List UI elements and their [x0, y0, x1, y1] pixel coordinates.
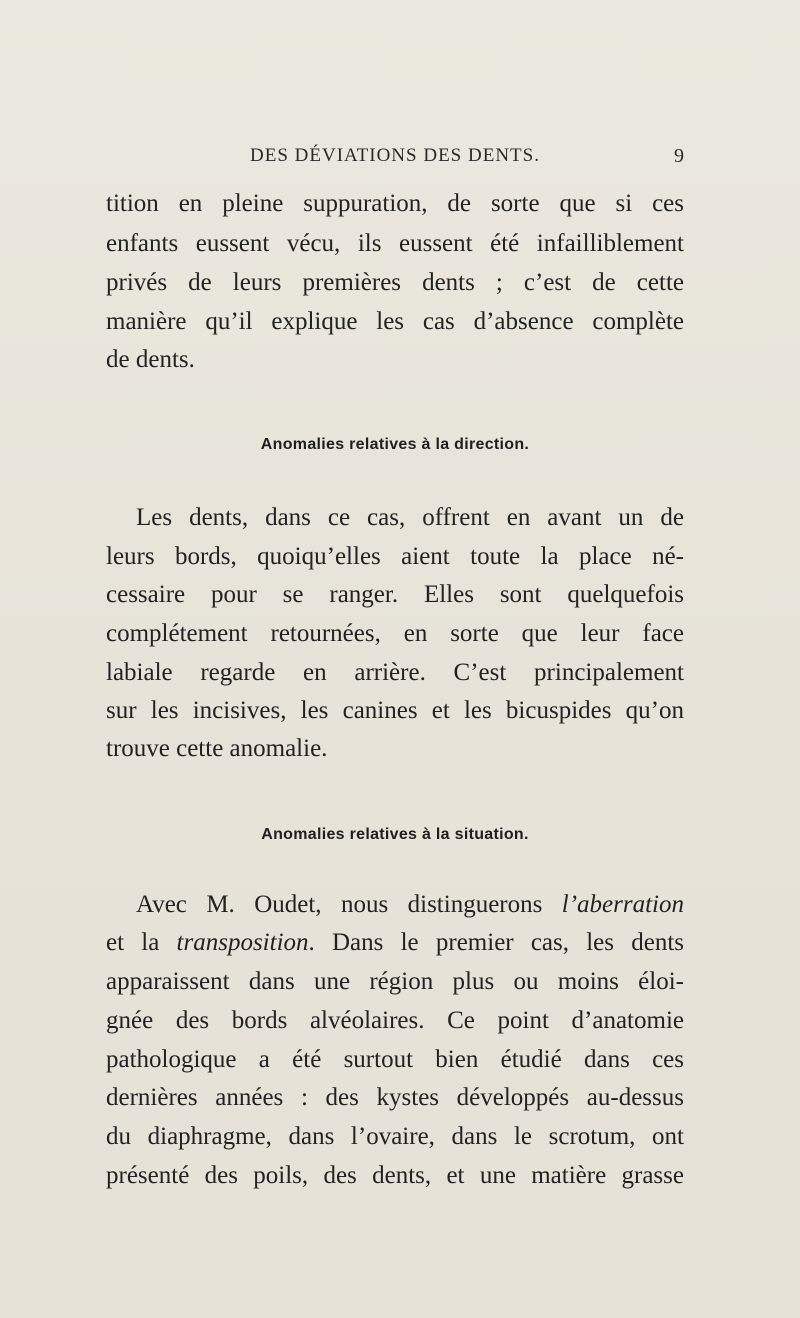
text-line: privés de leurs premières dents ; c’est de cette [106, 269, 684, 296]
italic-term: transposition [176, 929, 309, 956]
text-line: Les dents, dans ce cas, offrent en avant un de [136, 504, 684, 531]
text-line: présenté des poils, des dents, et une matière grasse [106, 1162, 684, 1189]
page-header [106, 143, 684, 173]
section-heading: Anomalies relatives à la situation. [261, 826, 529, 843]
text-line: sur les incisives, les canines et les bicuspides qu’on [106, 697, 684, 724]
text-line: dernières années : des kystes développés au-dessus [106, 1084, 684, 1111]
text-line [106, 928, 684, 958]
text-line: de dents. [106, 346, 195, 373]
text-line: labiale regarde en arrière. C’est principalement [106, 659, 684, 686]
text-line: complétement retournées, en sorte que leur face [106, 620, 684, 647]
text-line: pathologique a été surtout bien étudié dans ces [106, 1046, 684, 1073]
text-line: gnée des bords alvéolaires. Ce point d’anatomie [106, 1007, 684, 1034]
running-head: DES DÉVIATIONS DES DENTS. [250, 145, 540, 166]
text-line: leurs bords, quoiqu’elles aient toute la place né- [106, 543, 684, 570]
section-heading: Anomalies relatives à la direction. [260, 436, 530, 453]
text-line: tition en pleine suppuration, de sorte que si ces [106, 190, 684, 217]
text-run: . Dans le premier cas, les dents [308, 929, 684, 956]
text-line: manière qu’il explique les cas d’absence complète [106, 308, 684, 335]
text-line: apparaissent dans une région plus ou moins éloi- [106, 968, 684, 995]
text-line [106, 890, 684, 920]
text-line: du diaphragme, dans l’ovaire, dans le scrotum, ont [106, 1123, 684, 1150]
page-number: 9 [674, 145, 684, 167]
text-line: cessaire pour se ranger. Elles sont quelquefois [106, 581, 684, 608]
text-run: et la [106, 929, 177, 956]
italic-term: l’aberration [561, 891, 684, 918]
text-run: Avec M. Oudet, nous distinguerons [136, 891, 562, 918]
text-line: enfants eussent vécu, ils eussent été infailliblement [106, 230, 684, 257]
text-line: trouve cette anomalie. [106, 735, 328, 762]
